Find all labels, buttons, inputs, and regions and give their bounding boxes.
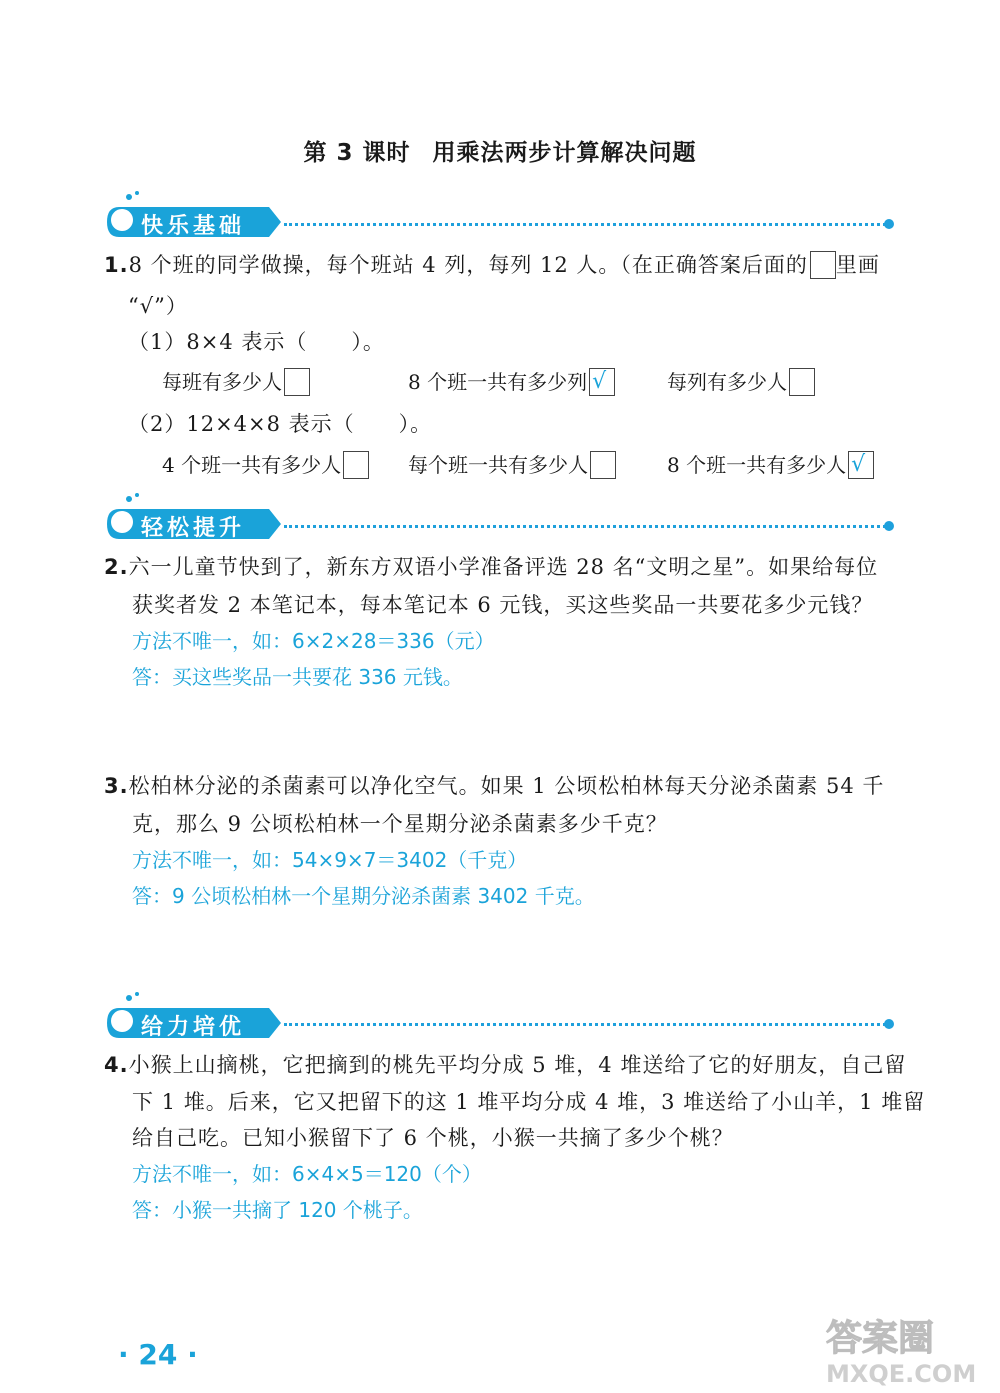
checkbox[interactable] <box>284 368 310 396</box>
q1-text: 8 个班的同学做操，每个班站 4 列，每列 12 人。（在正确答案后面的 <box>128 253 808 277</box>
divider-dot <box>884 219 894 229</box>
q4-line1: 4.小猴上山摘桃，它把摘到的桃先平均分成 5 堆，4 堆送给了它的好朋友，自己留 <box>104 1053 907 1077</box>
q1-sub1-option-3[interactable]: 每列有多少人 <box>667 367 815 398</box>
q1-number: 1. <box>104 253 129 277</box>
section-badge-improve <box>105 507 281 541</box>
q2-line1: 2.六一儿童节快到了，新东方双语小学准备评选 28 名“文明之星”。如果给每位 <box>104 555 879 579</box>
q4-answer-method: 方法不唯一，如：6×4×5＝120（个） <box>132 1162 482 1186</box>
q3-line1: 3.松柏林分泌的杀菌素可以净化空气。如果 1 公顷松柏林每天分泌杀菌素 54 千 <box>104 774 885 798</box>
checkbox[interactable] <box>848 451 874 479</box>
q2-line2: 获奖者发 2 本笔记本，每本笔记本 6 元钱，买这些奖品一共要花多少元钱？ <box>132 593 874 617</box>
checkbox[interactable] <box>789 368 815 396</box>
watermark-logo <box>820 1312 990 1388</box>
section-badge-basic <box>105 205 281 239</box>
lesson-topic: 用乘法两步计算解决问题 <box>432 140 697 166</box>
q1-sub2-option-2[interactable]: 每个班一共有多少人 <box>408 450 616 481</box>
q1-text-end: 里画 <box>835 253 880 277</box>
q2-answer-method: 方法不唯一，如：6×2×28＝336（元） <box>132 629 495 653</box>
section-badge-advanced <box>105 1006 281 1040</box>
page-number: · 24 · <box>118 1338 198 1371</box>
section-divider <box>284 525 886 528</box>
section-label: 快乐基础 <box>141 214 246 239</box>
q1-sub2-option-1[interactable]: 4 个班一共有多少人 <box>162 450 369 481</box>
q4-line2: 下 1 堆。后来，它又把留下的这 1 堆平均分成 4 堆，3 堆送给了小山羊，1 堆留 <box>132 1090 926 1114</box>
q3-answer-method: 方法不唯一，如：54×9×7＝3402（千克） <box>132 848 528 872</box>
q2-answer: 答：买这些奖品一共要花 336 元钱。 <box>132 665 463 689</box>
check-mark-icon: √ <box>592 368 607 394</box>
checkbox[interactable] <box>590 451 616 479</box>
q1-sub1-option-1[interactable]: 每班有多少人 <box>162 367 310 398</box>
section-label: 轻松提升 <box>141 516 246 541</box>
q4-answer: 答：小猴一共摘了 120 个桃子。 <box>132 1198 423 1222</box>
q4-number: 4. <box>104 1053 129 1077</box>
checkbox[interactable] <box>589 368 615 396</box>
q1-sub1: （1）8×4 表示（ ）。 <box>128 330 385 354</box>
q1-sub1-option-2[interactable]: 8 个班一共有多少列 √ <box>408 367 615 398</box>
svg-text:MXQE.COM: MXQE.COM <box>826 1360 977 1388</box>
q1-line1 <box>104 251 880 281</box>
q1-sub2: （2）12×4×8 表示（ ）。 <box>128 412 433 436</box>
section-divider <box>284 223 886 226</box>
divider-dot <box>884 1019 894 1029</box>
lesson-number: 第 3 课时 <box>303 140 411 166</box>
page-title <box>0 134 1000 167</box>
q3-answer: 答：9 公顷松柏林一个星期分泌杀菌素 3402 千克。 <box>132 884 595 908</box>
svg-text:答案圈: 答案圈 <box>826 1318 935 1359</box>
checkbox[interactable] <box>343 451 369 479</box>
answer-box-sample <box>810 251 836 279</box>
section-label: 给力培优 <box>141 1015 246 1040</box>
q1-line2: “√”） <box>128 294 188 318</box>
q1-sub2-option-3[interactable]: 8 个班一共有多少人 √ <box>667 450 874 481</box>
divider-dot <box>884 521 894 531</box>
check-mark-icon: √ <box>851 451 866 477</box>
section-divider <box>284 1023 886 1026</box>
q3-number: 3. <box>104 774 129 798</box>
q3-line2: 克，那么 9 公顷松柏林一个星期分泌杀菌素多少千克？ <box>132 812 668 836</box>
q4-line3: 给自己吃。已知小猴留下了 6 个桃，小猴一共摘了多少个桃？ <box>132 1126 734 1150</box>
q2-number: 2. <box>104 555 129 579</box>
